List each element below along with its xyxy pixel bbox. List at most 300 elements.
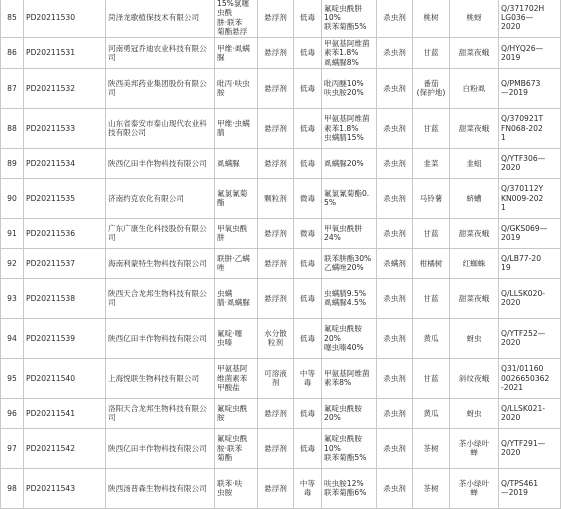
formulation-cell: [258, 148, 294, 178]
cell-text: 韭蛆: [466, 158, 482, 168]
cell-text: PD20211533: [26, 123, 76, 133]
pesticide-type-cell: [377, 278, 413, 318]
ingredient-name-cell: [215, 108, 258, 148]
cell-text: 甘蓝: [423, 228, 439, 238]
cell-text: 悬浮剂: [264, 158, 287, 168]
active-content-cell: [322, 68, 377, 108]
registration-id-cell: [24, 278, 106, 318]
cell-text: PD20211534: [26, 158, 76, 168]
formulation-cell: [258, 0, 294, 38]
table-row: [1, 218, 561, 248]
cell-text: 杀虫剂: [383, 48, 406, 58]
cell-text: 90: [7, 193, 17, 203]
company-name-cell: [106, 178, 215, 218]
cell-text: 86: [7, 48, 17, 58]
active-content-cell: [322, 148, 377, 178]
company-name-cell: [106, 358, 215, 398]
cell-text: 96: [7, 408, 17, 418]
cell-text: 甘蓝: [423, 293, 439, 303]
registration-id-cell: [24, 428, 106, 468]
ingredient-name-cell: [215, 218, 258, 248]
cell-text: 杀虫剂: [383, 483, 406, 493]
cell-text: 85: [7, 12, 17, 22]
registration-id-cell: [24, 0, 106, 38]
cell-text: 菏泽龙歌植保技术有限公司: [108, 12, 200, 22]
ingredient-name-cell: [215, 0, 258, 38]
crop-cell: [413, 178, 450, 218]
cell-text: Q31/01160 0026650362 -2021: [501, 364, 550, 392]
cell-text: 蚜虫: [466, 408, 482, 418]
standard-code-cell: [499, 428, 561, 468]
registration-id-cell: [24, 318, 106, 358]
cell-text: Q/370112Y KN009-202 1: [501, 184, 544, 212]
pesticide-type-cell: [377, 108, 413, 148]
cell-text: 红蜘蛛: [462, 258, 486, 268]
crop-cell: [413, 68, 450, 108]
ingredient-name-cell: [215, 468, 258, 508]
cell-text: 黄瓜: [423, 408, 439, 418]
standard-code-cell: [499, 358, 561, 398]
ingredient-name-cell: [215, 278, 258, 318]
cell-text: 可溶液 剂: [264, 369, 287, 388]
toxicity-cell: [294, 38, 322, 69]
active-content-cell: [322, 248, 377, 278]
active-content-cell: [322, 108, 377, 148]
toxicity-cell: [294, 0, 322, 38]
cell-text: PD20211531: [26, 48, 76, 58]
cell-text: PD20211543: [26, 483, 76, 493]
formulation-cell: [258, 218, 294, 248]
target-pest-cell: [450, 278, 499, 318]
cell-text: 甲氨基阿维菌素苯1.8% 虱螨脲8%: [324, 39, 370, 67]
cell-text: 斜纹夜蛾: [458, 373, 490, 383]
cell-text: 微毒: [299, 228, 316, 238]
cell-text: 88: [7, 123, 17, 133]
cell-text: 中等 毒: [299, 369, 316, 388]
cell-text: 陕西亿田丰作物科技有限公司: [108, 158, 207, 168]
cell-text: 水分散 粒剂: [264, 329, 287, 348]
cell-text: Q/LB77-20 19: [501, 254, 542, 273]
active-content-cell: [322, 38, 377, 69]
ingredient-name-cell: [215, 38, 258, 69]
cell-text: Q/LLSK021- 2020: [501, 404, 546, 423]
standard-code-cell: [499, 148, 561, 178]
formulation-cell: [258, 358, 294, 398]
cell-text: 氟啶虫酰胺 20%: [324, 404, 362, 423]
standard-code-cell: [499, 0, 561, 38]
active-content-cell: [322, 0, 377, 38]
cell-text: Q/GKS069— 2019: [501, 224, 548, 243]
pesticide-type-cell: [377, 148, 413, 178]
table-row: [1, 468, 561, 508]
toxicity-cell: [294, 68, 322, 108]
active-content-cell: [322, 278, 377, 318]
target-pest-cell: [450, 218, 499, 248]
pesticide-type-cell: [377, 358, 413, 398]
cell-text: 氟啶虫酰 胺·联苯 菊酯: [217, 434, 248, 462]
toxicity-cell: [294, 318, 322, 358]
seq-no-cell: [1, 108, 24, 148]
cell-text: 茶树: [423, 443, 439, 453]
crop-cell: [413, 38, 450, 69]
cell-text: 杀虫剂: [383, 12, 406, 22]
standard-code-cell: [499, 108, 561, 148]
standard-code-cell: [499, 248, 561, 278]
target-pest-cell: [450, 68, 499, 108]
cell-text: PD20211530: [26, 12, 76, 22]
target-pest-cell: [450, 148, 499, 178]
seq-no-cell: [1, 218, 24, 248]
registration-id-cell: [24, 248, 106, 278]
cell-text: 低毒: [299, 158, 316, 168]
seq-no-cell: [1, 248, 24, 278]
table-row: [1, 428, 561, 468]
standard-code-cell: [499, 218, 561, 248]
toxicity-cell: [294, 248, 322, 278]
company-name-cell: [106, 218, 215, 248]
active-content-cell: [322, 468, 377, 508]
seq-no-cell: [1, 68, 24, 108]
cell-text: 悬浮剂: [264, 408, 287, 418]
standard-code-cell: [499, 38, 561, 69]
cell-text: 杀虫剂: [383, 293, 406, 303]
registration-id-cell: [24, 108, 106, 148]
cell-text: 悬浮剂: [264, 293, 287, 303]
company-name-cell: [106, 398, 215, 428]
formulation-cell: [258, 318, 294, 358]
cell-text: Q/LLSK020- 2020: [501, 289, 546, 308]
cell-text: 悬浮剂: [264, 83, 287, 93]
toxicity-cell: [294, 278, 322, 318]
cell-text: 颗粒剂: [264, 193, 287, 203]
cell-text: 杀螨剂: [383, 258, 406, 268]
table-row: [1, 248, 561, 278]
crop-cell: [413, 218, 450, 248]
cell-text: Q/TPS461 —2019: [501, 479, 539, 498]
ingredient-name-cell: [215, 428, 258, 468]
cell-text: 虱螨脲: [217, 158, 240, 168]
cell-text: 氟啶·噻 虫嗪: [217, 329, 243, 348]
crop-cell: [413, 358, 450, 398]
crop-cell: [413, 398, 450, 428]
seq-no-cell: [1, 38, 24, 69]
cell-text: 陕西亿田丰作物科技有限公司: [108, 333, 207, 343]
cell-text: 马铃薯: [419, 193, 443, 203]
cell-text: 杀虫剂: [383, 228, 406, 238]
active-content-cell: [322, 218, 377, 248]
cell-text: 氟氯氰菊酯0.5%: [324, 189, 370, 208]
cell-text: 杀虫剂: [383, 158, 406, 168]
standard-code-cell: [499, 318, 561, 358]
registration-id-cell: [24, 468, 106, 508]
cell-text: PD20211540: [26, 373, 76, 383]
cell-text: 白粉虱: [462, 83, 486, 93]
company-name-cell: [106, 318, 215, 358]
ingredient-name-cell: [215, 248, 258, 278]
cell-text: 虫螨腈9.5% 虱螨脲4.5%: [324, 289, 367, 308]
cell-text: 低毒: [299, 48, 316, 58]
cell-text: 联肼·乙螨唑: [217, 254, 250, 273]
target-pest-cell: [450, 178, 499, 218]
company-name-cell: [106, 468, 215, 508]
cell-text: 山东省泰安市泰山现代农业科技有限公司: [108, 119, 207, 138]
pesticide-type-cell: [377, 468, 413, 508]
cell-text: 桃蚜: [466, 12, 482, 22]
seq-no-cell: [1, 398, 24, 428]
cell-text: PD20211532: [26, 83, 76, 93]
formulation-cell: [258, 398, 294, 428]
target-pest-cell: [450, 468, 499, 508]
cell-text: 甜菜夜蛾: [458, 48, 490, 58]
toxicity-cell: [294, 108, 322, 148]
company-name-cell: [106, 428, 215, 468]
cell-text: 甜菜夜蛾: [458, 293, 490, 303]
table-row: [1, 68, 561, 108]
table-row: [1, 398, 561, 428]
cell-text: 陕西美邦药业集团股份有限公司: [108, 79, 207, 98]
cell-text: Q/YTF306— 2020: [501, 154, 546, 173]
seq-no-cell: [1, 178, 24, 218]
cell-text: 甘蓝: [423, 123, 439, 133]
formulation-cell: [258, 108, 294, 148]
cell-text: 92: [7, 258, 17, 268]
cell-text: 89: [7, 158, 17, 168]
cell-text: 低毒: [299, 83, 316, 93]
seq-no-cell: [1, 468, 24, 508]
cell-text: 低毒: [299, 293, 316, 303]
target-pest-cell: [450, 398, 499, 428]
cell-text: 微毒: [299, 193, 316, 203]
ingredient-name-cell: [215, 148, 258, 178]
crop-cell: [413, 468, 450, 508]
cell-text: 低毒: [299, 258, 316, 268]
cell-text: 杀虫剂: [383, 443, 406, 453]
cell-text: 氟氯氰菊 酯: [217, 189, 248, 208]
standard-code-cell: [499, 398, 561, 428]
standard-code-cell: [499, 68, 561, 108]
cell-text: 95: [7, 373, 17, 383]
cell-text: PD20211541: [26, 408, 76, 418]
cell-text: 氟啶虫酰 胺: [217, 404, 248, 423]
cell-text: 济南约克农化有限公司: [108, 193, 184, 203]
pesticide-type-cell: [377, 68, 413, 108]
cell-text: 杀虫剂: [383, 193, 406, 203]
cell-text: 陕西天合龙邦生物科技有限公司: [108, 289, 207, 308]
cell-text: 甘蓝: [423, 48, 439, 58]
pesticide-type-cell: [377, 428, 413, 468]
cell-text: 虫螨 腈·虱螨脲: [217, 289, 250, 308]
cell-text: 茶小绿叶 蝉: [458, 439, 490, 458]
cell-text: 洛阳天合龙邦生物科技有限公司: [108, 404, 207, 423]
formulation-cell: [258, 278, 294, 318]
formulation-cell: [258, 38, 294, 69]
company-name-cell: [106, 248, 215, 278]
cell-text: 呋虫胺12% 联苯菊酯6%: [324, 479, 367, 498]
seq-no-cell: [1, 428, 24, 468]
cell-text: 上海悦联生物科技有限公司: [108, 373, 200, 383]
cell-text: 甲氨基阿维菌素苯1.8% 虫螨腈15%: [324, 114, 370, 142]
ingredient-name-cell: [215, 68, 258, 108]
cell-text: 河南勇冠乔迪农业科技有限公司: [108, 43, 207, 62]
table-row: [1, 38, 561, 69]
standard-code-cell: [499, 468, 561, 508]
cell-text: 甲维·虱螨脲: [217, 43, 250, 62]
cell-text: 93: [7, 293, 17, 303]
company-name-cell: [106, 38, 215, 69]
table-row: [1, 178, 561, 218]
cell-text: 甜菜夜蛾: [458, 123, 490, 133]
cell-text: Q/370921T FN068-202 1: [501, 114, 544, 142]
toxicity-cell: [294, 428, 322, 468]
cell-text: 甜菜夜蛾: [458, 228, 490, 238]
cell-text: 悬浮剂: [264, 258, 287, 268]
registration-id-cell: [24, 38, 106, 69]
ingredient-name-cell: [215, 178, 258, 218]
target-pest-cell: [450, 108, 499, 148]
ingredient-name-cell: [215, 318, 258, 358]
crop-cell: [413, 0, 450, 38]
pesticide-type-cell: [377, 398, 413, 428]
cell-text: PD20211537: [26, 258, 76, 268]
cell-text: 87: [7, 83, 17, 93]
seq-no-cell: [1, 358, 24, 398]
registration-id-cell: [24, 398, 106, 428]
table-row: [1, 108, 561, 148]
company-name-cell: [106, 0, 215, 38]
cell-text: 海南利蒙特生物科技有限公司: [108, 258, 207, 268]
cell-text: 甲维·虫螨腈: [217, 119, 250, 138]
pesticide-type-cell: [377, 248, 413, 278]
cell-text: 低毒: [299, 123, 316, 133]
crop-cell: [413, 428, 450, 468]
pesticide-type-cell: [377, 318, 413, 358]
cell-text: 甲氨基阿 维菌素苯 甲酸盐: [217, 364, 248, 392]
target-pest-cell: [450, 358, 499, 398]
cell-text: 联苯肼酯30% 乙螨唑20%: [324, 254, 372, 273]
cell-text: 甲氧虫酰 肼: [217, 224, 248, 243]
cell-text: 甲氨基阿维菌素苯8%: [324, 369, 370, 388]
toxicity-cell: [294, 358, 322, 398]
toxicity-cell: [294, 398, 322, 428]
cell-text: PD20211535: [26, 193, 76, 203]
cell-text: 94: [7, 333, 17, 343]
seq-no-cell: [1, 148, 24, 178]
target-pest-cell: [450, 318, 499, 358]
cell-text: 杀虫剂: [383, 83, 406, 93]
cell-text: 番茄 (保护地): [416, 79, 446, 98]
ingredient-name-cell: [215, 398, 258, 428]
ingredient-name-cell: [215, 358, 258, 398]
formulation-cell: [258, 468, 294, 508]
company-name-cell: [106, 148, 215, 178]
standard-code-cell: [499, 278, 561, 318]
cell-text: 陕西汤普森生物科技有限公司: [108, 483, 207, 493]
cell-text: 悬浮剂: [264, 48, 287, 58]
cell-text: 茶小绿叶 蝉: [458, 479, 490, 498]
cell-text: 杀虫剂: [383, 333, 406, 343]
cell-text: 韭菜: [423, 158, 439, 168]
registration-id-cell: [24, 178, 106, 218]
cell-text: Q/PMB673 —2019: [501, 79, 541, 98]
seq-no-cell: [1, 278, 24, 318]
crop-cell: [413, 318, 450, 358]
cell-text: 低毒: [299, 12, 316, 22]
crop-cell: [413, 108, 450, 148]
cell-text: Q/YTF252— 2020: [501, 329, 546, 348]
toxicity-cell: [294, 218, 322, 248]
target-pest-cell: [450, 38, 499, 69]
cell-text: 柑橘树: [419, 258, 443, 268]
pesticide-type-cell: [377, 0, 413, 38]
active-content-cell: [322, 318, 377, 358]
cell-text: 低毒: [299, 333, 316, 343]
cell-text: 悬浮剂: [264, 443, 287, 453]
formulation-cell: [258, 68, 294, 108]
cell-text: Q/371702H LG036— 2020: [501, 3, 545, 32]
target-pest-cell: [450, 0, 499, 38]
cell-text: 氟啶虫酰胺 10% 联苯菊酯5%: [324, 434, 367, 462]
formulation-cell: [258, 428, 294, 468]
cell-text: Q/HYQ26— 2019: [501, 43, 544, 62]
target-pest-cell: [450, 248, 499, 278]
cell-text: 悬浮剂: [264, 228, 287, 238]
cell-text: 吡丙醚10% 呋虫胺20%: [324, 79, 364, 98]
cell-text: 氟啶虫酰胺 20% 噻虫嗪40%: [324, 324, 364, 352]
cell-text: Q/YTF291— 2020: [501, 439, 546, 458]
cell-text: 吡丙·呋虫胺: [217, 79, 250, 98]
registration-id-cell: [24, 68, 106, 108]
cell-text: 杀虫剂: [383, 408, 406, 418]
toxicity-cell: [294, 148, 322, 178]
cell-text: 桃树: [423, 12, 439, 22]
formulation-cell: [258, 178, 294, 218]
table-row: [1, 278, 561, 318]
active-content-cell: [322, 428, 377, 468]
cell-text: 低毒: [299, 408, 316, 418]
crop-cell: [413, 278, 450, 318]
cell-text: 91: [7, 228, 17, 238]
pesticide-type-cell: [377, 38, 413, 69]
registration-id-cell: [24, 358, 106, 398]
cell-text: PD20211536: [26, 228, 76, 238]
cell-text: 广东广康生化科技股份有限公司: [108, 224, 207, 243]
company-name-cell: [106, 108, 215, 148]
registration-id-cell: [24, 148, 106, 178]
pesticide-type-cell: [377, 218, 413, 248]
pesticide-type-cell: [377, 178, 413, 218]
company-name-cell: [106, 68, 215, 108]
cell-text: 15%氯噻 虫酰 肼·联苯 菊酯悬浮: [217, 0, 250, 36]
cell-text: 低毒: [299, 443, 316, 453]
cell-text: 联苯·呋 虫胺: [217, 479, 243, 498]
active-content-cell: [322, 358, 377, 398]
active-content-cell: [322, 398, 377, 428]
cell-text: 悬浮剂: [264, 123, 287, 133]
table-row: [1, 358, 561, 398]
formulation-cell: [258, 248, 294, 278]
cell-text: 98: [7, 483, 17, 493]
table-row: [1, 148, 561, 178]
cell-text: 蛴螬: [466, 193, 482, 203]
company-name-cell: [106, 278, 215, 318]
toxicity-cell: [294, 178, 322, 218]
active-content-cell: [322, 178, 377, 218]
cell-text: 蚜虫: [466, 333, 482, 343]
cell-text: 甘蓝: [423, 373, 439, 383]
cell-text: 氟啶虫酰肼 10% 联苯菊酯5%: [324, 3, 367, 32]
seq-no-cell: [1, 318, 24, 358]
crop-cell: [413, 148, 450, 178]
